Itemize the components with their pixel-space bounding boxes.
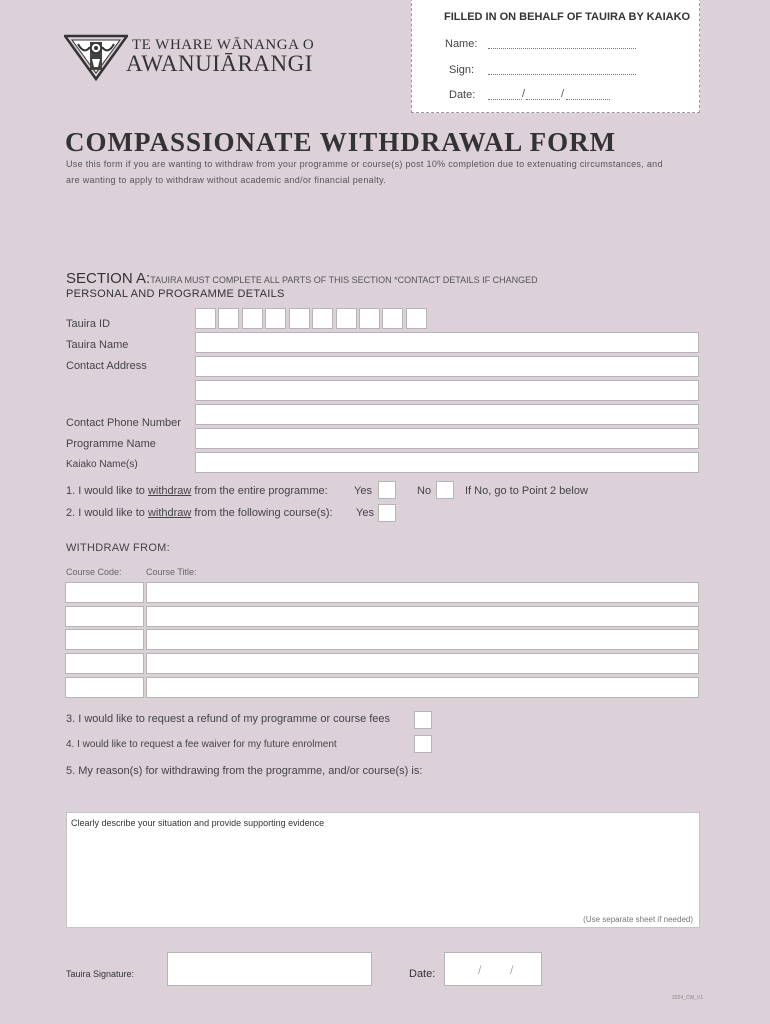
q1-hint: If No, go to Point 2 below <box>465 485 588 497</box>
section-a-label: SECTION A: <box>66 270 151 287</box>
course-title-input[interactable] <box>146 582 699 603</box>
q1-no-label: No <box>417 485 432 497</box>
course-code-input[interactable] <box>65 629 144 650</box>
reason-note: (Use separate sheet if needed) <box>583 915 693 924</box>
form-intro: Use this form if you are wanting to withdraw from your programme or course(s) post 10% completion due to extenuating circumstances, and are wanting to apply to withdraw without academic and/or financial penalty. <box>66 159 663 185</box>
logo-text-line1: TE WHARE WĀNANGA O <box>132 37 315 53</box>
q4-fee-waiver-checkbox[interactable] <box>414 735 432 753</box>
q3-refund-checkbox[interactable] <box>414 711 432 729</box>
withdraw-from-heading: WITHDRAW FROM: <box>66 542 170 554</box>
tauira-id-digit[interactable] <box>312 308 333 329</box>
q2-yes-label: Yes <box>356 507 374 519</box>
kaiako-box <box>411 0 700 113</box>
q1-yes-label: Yes <box>354 485 372 497</box>
course-title-input[interactable] <box>146 606 699 627</box>
reason-textarea[interactable] <box>66 812 700 928</box>
kaiako-names-label: Kaiako Name(s) <box>66 459 138 470</box>
logo-text-line2: AWANUIĀRANGI <box>126 51 313 76</box>
contact-address-label: Contact Address <box>66 360 147 372</box>
contact-address-input-line2[interactable] <box>195 380 699 401</box>
tauira-id-label: Tauira ID <box>66 318 111 330</box>
tauira-id-digit[interactable] <box>289 308 310 329</box>
section-a-heading <box>66 270 538 287</box>
programme-name-label: Programme Name <box>66 438 156 450</box>
tauira-id-digit[interactable] <box>195 308 216 329</box>
kaiako-date-label: Date: <box>449 89 476 101</box>
tauira-name-label: Tauira Name <box>66 339 129 351</box>
q1-yes-checkbox[interactable] <box>378 481 396 499</box>
kaiako-box-title: FILLED IN ON BEHALF OF TAUIRA BY KAIAKO <box>444 11 691 23</box>
course-title-input[interactable] <box>146 629 699 650</box>
programme-name-input[interactable] <box>195 428 699 449</box>
course-title-input[interactable] <box>146 653 699 674</box>
question-5: 5. My reason(s) for withdrawing from the programme, and/or course(s) is: <box>66 765 423 777</box>
contact-phone-label: Contact Phone Number <box>66 417 181 429</box>
course-code-input[interactable] <box>65 677 144 698</box>
tauira-id-digit[interactable] <box>406 308 427 329</box>
kaiako-sign-label: Sign: <box>449 64 475 76</box>
course-title-input[interactable] <box>146 677 699 698</box>
kaiako-name-label: Name: <box>445 38 478 50</box>
signature-date-input[interactable]: / / <box>444 952 542 986</box>
contact-phone-input[interactable] <box>195 404 699 425</box>
contact-address-input-line1[interactable] <box>195 356 699 377</box>
logo-emblem-icon <box>64 33 128 81</box>
course-code-header: Course Code: <box>66 567 122 577</box>
tauira-id-digit[interactable] <box>336 308 357 329</box>
q2-yes-checkbox[interactable] <box>378 504 396 522</box>
form-title: COMPASSIONATE WITHDRAWAL FORM <box>65 127 617 157</box>
section-a-note: TAUIRA MUST COMPLETE ALL PARTS OF THIS SECTION *CONTACT DETAILS IF CHANGED <box>150 275 538 285</box>
course-code-input[interactable] <box>65 582 144 603</box>
tauira-id-digit[interactable] <box>359 308 380 329</box>
kaiako-name-field[interactable] <box>488 48 636 49</box>
tauira-id-digit[interactable] <box>265 308 286 329</box>
signature-date-label: Date: <box>409 968 436 980</box>
question-3: 3. I would like to request a refund of my programme or course fees <box>66 713 391 725</box>
tauira-id-digit[interactable] <box>382 308 403 329</box>
withdraw-link: withdraw <box>147 485 192 497</box>
section-a-subheading: PERSONAL AND PROGRAMME DETAILS <box>66 288 285 300</box>
question-1: 1. I would like to withdraw from the entire programme: <box>66 485 328 497</box>
kaiako-names-input[interactable] <box>195 452 699 473</box>
question-2: 2. I would like to withdraw from the following course(s): <box>66 507 333 519</box>
footer-form-code: 2024_CW_V1 <box>672 995 704 1001</box>
course-title-header: Course Title: <box>146 567 197 577</box>
reason-placeholder: Clearly describe your situation and provide supporting evidence <box>71 818 325 828</box>
tauira-id-digit[interactable] <box>218 308 239 329</box>
tauira-id-digit[interactable] <box>242 308 263 329</box>
course-code-input[interactable] <box>65 653 144 674</box>
kaiako-date-field[interactable]: / / <box>488 89 618 101</box>
signature-input[interactable] <box>167 952 372 986</box>
signature-label: Tauira Signature: <box>66 969 135 979</box>
question-4: 4. I would like to request a fee waiver for my future enrolment <box>66 739 337 750</box>
tauira-name-input[interactable] <box>195 332 699 353</box>
course-code-input[interactable] <box>65 606 144 627</box>
withdraw-link: withdraw <box>147 507 192 519</box>
q1-no-checkbox[interactable] <box>436 481 454 499</box>
logo <box>64 33 128 81</box>
kaiako-sign-field[interactable] <box>488 74 636 75</box>
